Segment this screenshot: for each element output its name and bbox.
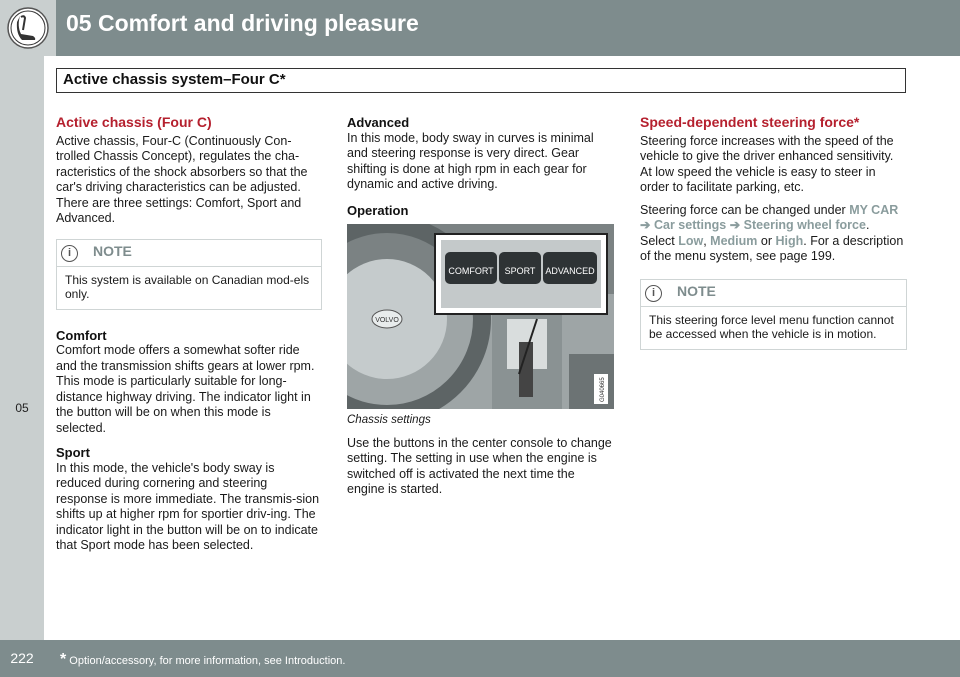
car-seat-icon xyxy=(0,0,56,56)
footnote xyxy=(60,651,345,669)
section-title: Active chassis system–Four C* xyxy=(63,71,286,88)
chapter-sidebar xyxy=(0,56,44,640)
menu-steering-wheel-force: Steering wheel force xyxy=(743,218,866,232)
arrow-right-icon: ➔ xyxy=(640,218,651,232)
note-box-2 xyxy=(640,279,907,350)
steering-text-2b: . Select xyxy=(640,218,870,248)
separator-or: or xyxy=(757,233,776,248)
steering-text-1: Steering force increases with the speed of the vehicle to give the driver enhanced sensitivity. At low speed the vehicle is easy to steer in order to facilitate parking, etc. xyxy=(640,133,894,194)
heading-advanced: Advanced xyxy=(347,115,410,130)
section-title-bar xyxy=(56,68,906,93)
column-3 xyxy=(640,115,907,368)
info-icon: i xyxy=(645,285,662,302)
menu-car-settings: Car settings xyxy=(653,218,727,232)
page-header xyxy=(0,0,960,56)
menu-my-car: MY CAR xyxy=(849,202,899,217)
heading-operation: Operation xyxy=(347,202,409,218)
page-footer xyxy=(0,640,960,677)
steering-text-2c: . For a description of the menu system, see page 199. xyxy=(640,233,904,263)
heading-steering-force: Speed-dependent steering force* xyxy=(640,114,860,130)
image-code: G040665 xyxy=(600,377,606,402)
advanced-button-label: ADVANCED xyxy=(545,266,595,276)
heading-active-chassis: Active chassis (Four C) xyxy=(56,114,212,130)
info-icon: i xyxy=(61,245,78,262)
dashboard-illustration xyxy=(347,224,614,409)
sport-button-label: SPORT xyxy=(504,266,536,276)
separator-comma: , xyxy=(703,233,711,248)
column-1 xyxy=(56,115,322,561)
heading-comfort: Comfort xyxy=(56,327,107,343)
option-high: High xyxy=(775,233,804,248)
comfort-text: Comfort mode offers a somewhat softer ride and the transmission shifts gears at lower rpm. This mode is particularly suitable for long-distance highway driving. The indicator light in the button will be on when this mode is selected. xyxy=(56,343,315,435)
footnote-text: Option/accessory, for more information, see Introduction. xyxy=(66,655,346,667)
note-box xyxy=(56,239,322,310)
chassis-settings-illustration xyxy=(347,224,614,409)
note-text: This steering force level menu function cannot be accessed when the vehicle is in motion. xyxy=(649,312,894,341)
page-number: 222 xyxy=(10,650,34,666)
chapter-title: 05 Comfort and driving pleasure xyxy=(66,10,419,36)
option-low: Low xyxy=(678,233,704,248)
comfort-button-label: COMFORT xyxy=(448,266,494,276)
note-label: NOTE xyxy=(93,242,132,259)
arrow-right-icon: ➔ xyxy=(729,218,741,232)
column-2 xyxy=(347,115,614,505)
steering-logo: VOLVO xyxy=(375,317,399,324)
footnote-mark: * xyxy=(60,651,67,668)
sport-text: In this mode, the vehicle's body sway is reduced during cornering and steering response is more immediate. The transmis-sion shifts up at higher rpm for sportier driv-ing. The indicator light in the button will be on to indicate that Sport mode has been selected. xyxy=(56,460,320,552)
option-medium: Medium xyxy=(710,233,758,248)
intro-text: Active chassis, Four-C (Continuously Con-trolled Chassis Concept), regulates the cha-racteristics of the shock absorbers so that the car's driving characteristics can be adjusted. There are three settings: Comfort, Sport and Advanced. xyxy=(56,133,308,225)
operation-text: Use the buttons in the center console to change setting. The setting in use when the engine is switched off is activated the next time the engine is started. xyxy=(347,435,612,496)
note-label: NOTE xyxy=(677,282,716,299)
figure-caption: Chassis settings xyxy=(347,414,431,426)
heading-sport: Sport xyxy=(56,445,90,460)
steering-text-2 xyxy=(640,203,907,265)
advanced-text: In this mode, body sway in curves is minimal and steering response is very direct. Gear shifting is done at high rpm in each gear for dynamic and active driving. xyxy=(347,130,594,191)
note-text: This system is available on Canadian mod-els only. xyxy=(65,272,310,301)
steering-text-2a: Steering force can be changed under xyxy=(640,202,850,217)
chapter-tab[interactable]: 05 xyxy=(15,401,29,415)
